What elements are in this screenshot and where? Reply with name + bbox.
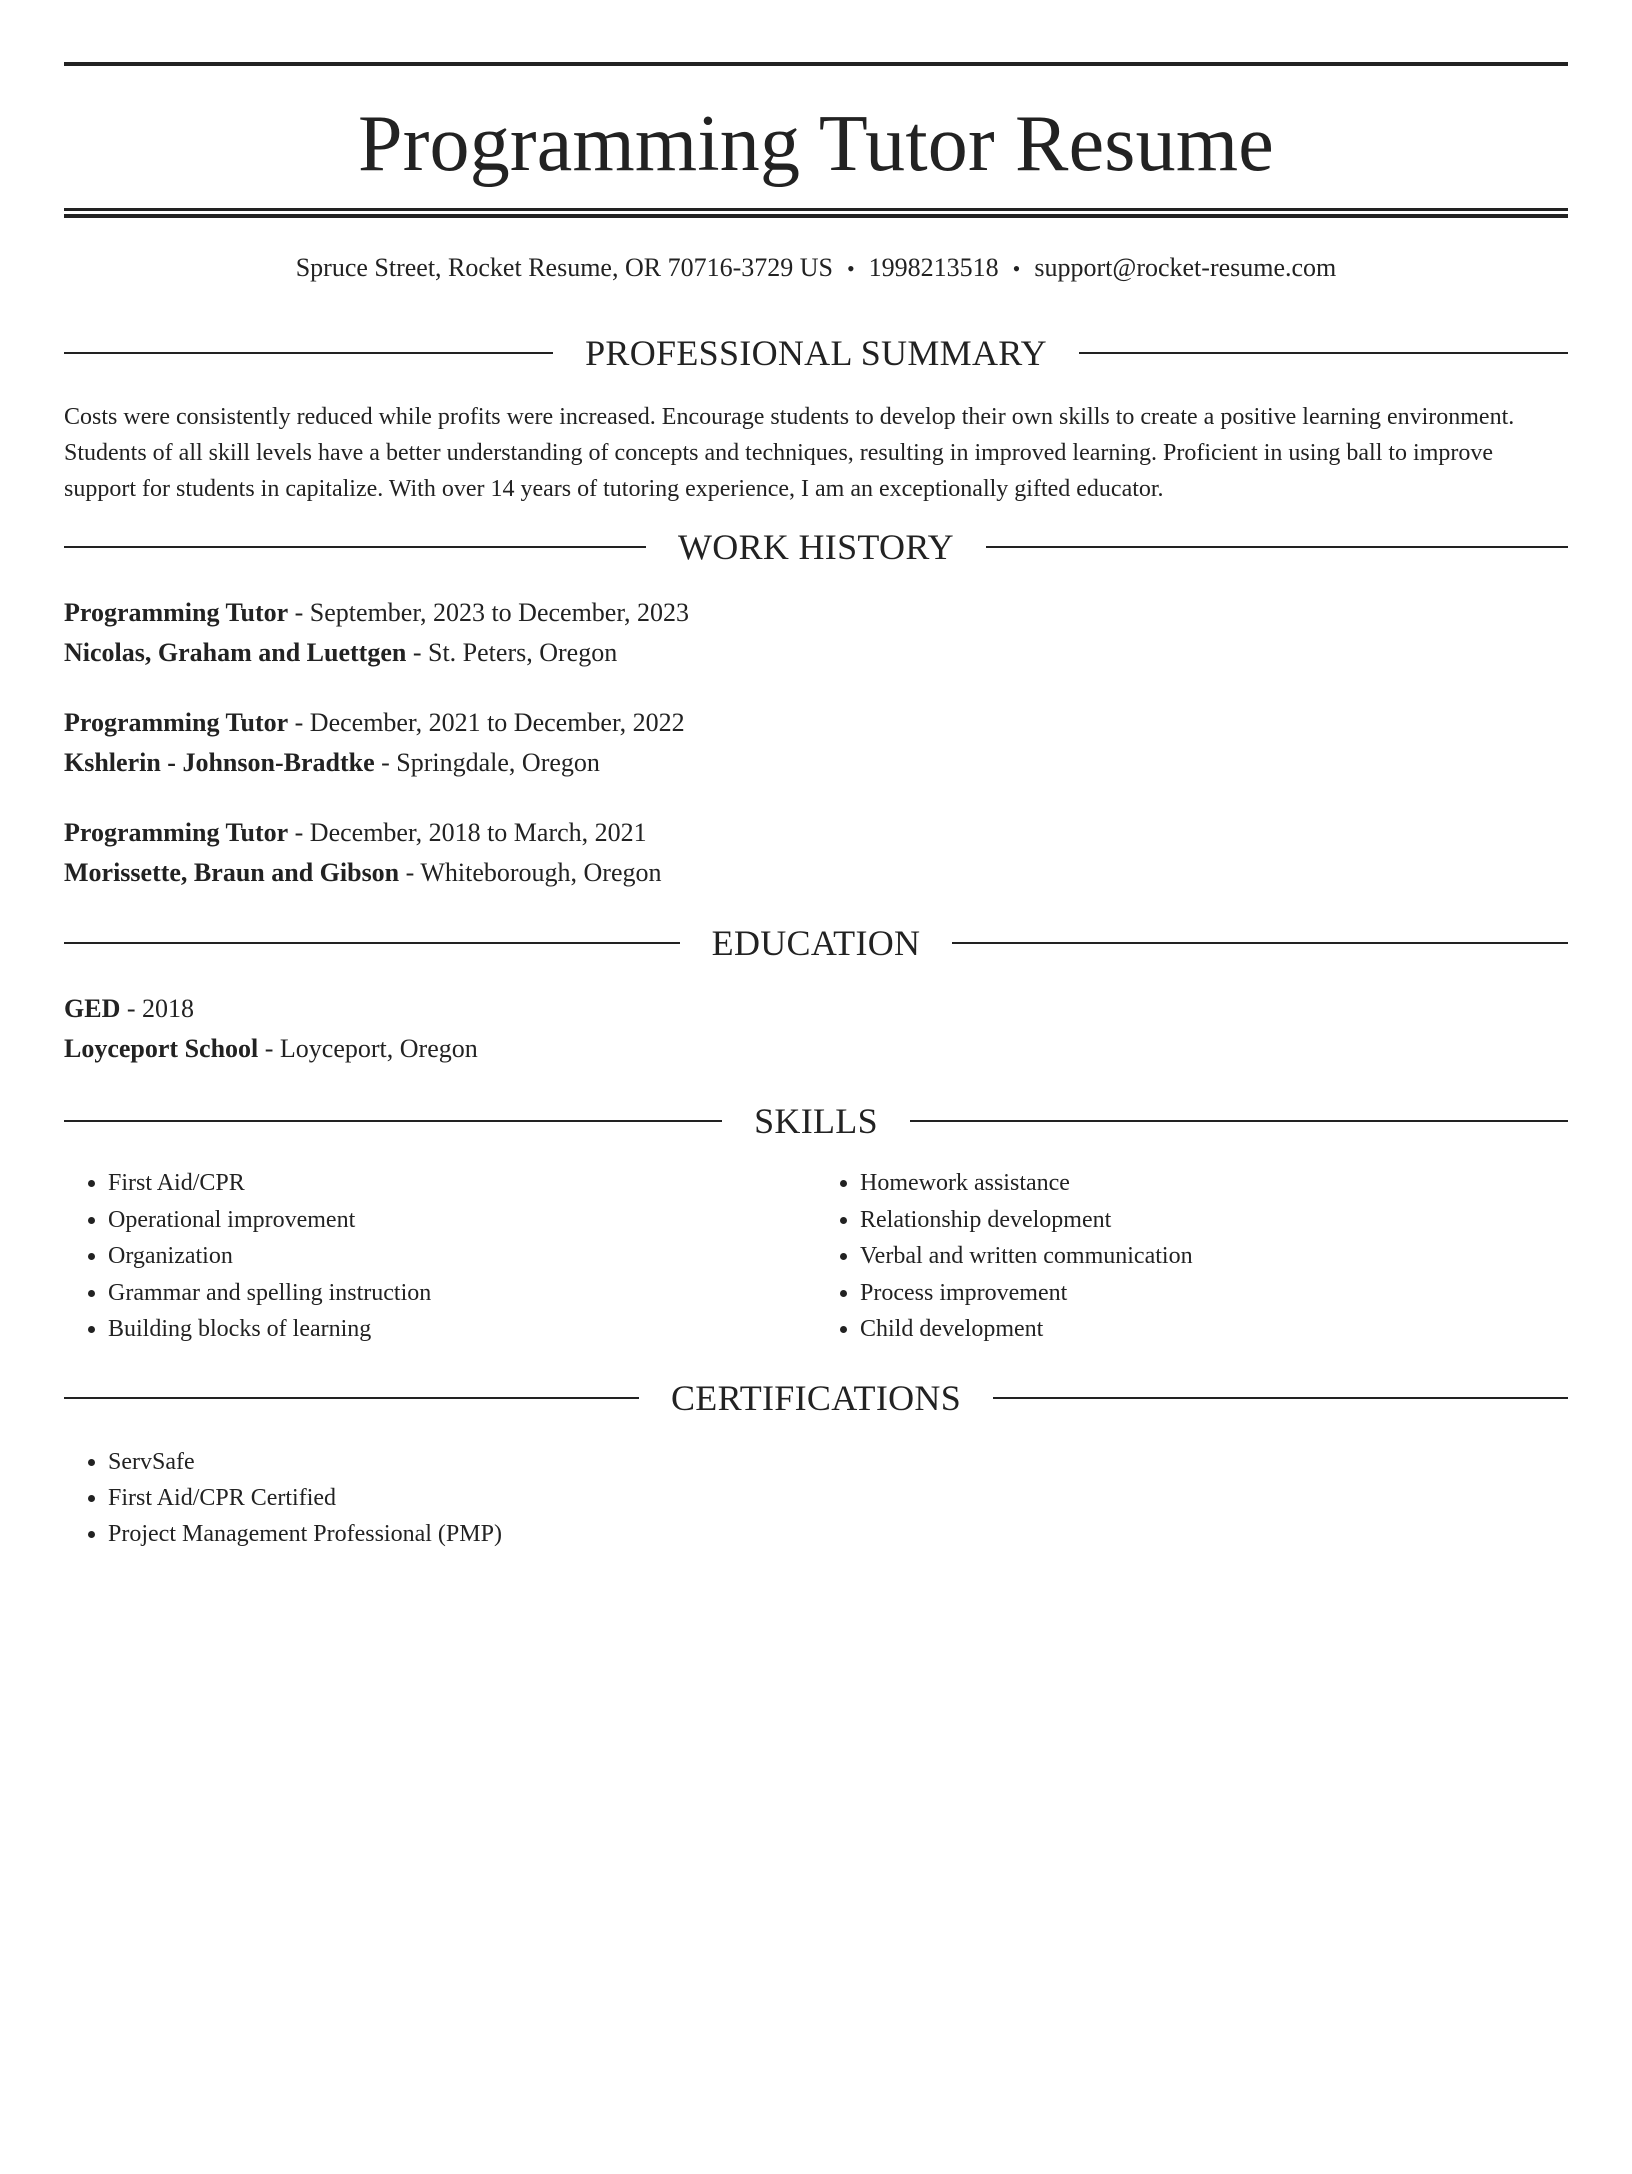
job-dates: - December, 2018 to March, 2021 (288, 818, 647, 848)
contact-email: support@rocket-resume.com (1034, 253, 1337, 282)
skills-list-right (816, 1165, 1568, 1348)
work-history-list (64, 593, 1568, 893)
summary-text: Costs were consistently reduced while profits were increased. Encourage students to develop their own skills to create a positive learning environment. Students of all skill levels have a better understanding of concepts and techniques, resulting in improved learning. Proficient in using ball to improve support for students in capitalize. With over 14 years of tutoring experience, I am an exceptionally gifted educator. (64, 404, 1515, 503)
job-company: Morissette, Braun and Gibson (64, 858, 400, 888)
heading-rule-right (993, 1397, 1568, 1399)
section-title: EDUCATION (711, 923, 921, 964)
job-company: Kshlerin - Johnson-Bradtke (64, 748, 375, 778)
contact-line (64, 252, 1568, 283)
list-item: • Homework assistance (860, 1165, 1568, 1202)
heading-rule-left (64, 1397, 639, 1399)
list-item: • Project Management Professional (PMP) (108, 1516, 1568, 1552)
list-item: • Building blocks of learning (108, 1311, 816, 1348)
list-item: • ServSafe (108, 1444, 1568, 1480)
section-title: CERTIFICATIONS (670, 1377, 962, 1418)
section-title: SKILLS (754, 1101, 878, 1142)
job-title-line (64, 593, 1568, 633)
contact-separator: • (846, 256, 855, 281)
job-dates: - December, 2021 to December, 2022 (288, 708, 685, 738)
job-entry (64, 813, 1568, 893)
list-item: • Organization (108, 1238, 816, 1275)
job-location: - Whiteborough, Oregon (399, 858, 662, 888)
job-location: - St. Peters, Oregon (406, 638, 618, 668)
title-double-rule (64, 208, 1568, 218)
skills-columns (64, 1165, 1568, 1348)
page-title: Programming Tutor Resume (358, 100, 1274, 188)
education-entry (64, 989, 1568, 1069)
heading-rule-right (952, 942, 1568, 944)
top-rule (64, 62, 1568, 66)
school-name: Loyceport School (64, 1034, 259, 1064)
job-entry (64, 593, 1568, 673)
heading-rule-left (64, 546, 646, 548)
job-title: Programming Tutor (64, 708, 289, 738)
list-item: • Process improvement (860, 1275, 1568, 1312)
job-location: - Springdale, Oregon (374, 748, 600, 778)
section-title: WORK HISTORY (678, 527, 954, 568)
heading-rule-right (910, 1120, 1568, 1122)
list-item: • Verbal and written communication (860, 1238, 1568, 1275)
certifications-list (64, 1444, 1568, 1552)
job-title-line (64, 703, 1568, 743)
section-heading-skills (64, 1101, 1568, 1141)
list-item: • Relationship development (860, 1202, 1568, 1239)
list-item: • First Aid/CPR Certified (108, 1480, 1568, 1516)
heading-rule-left (64, 352, 553, 354)
section-heading-education (64, 923, 1568, 963)
skills-list-left (64, 1165, 816, 1348)
job-entry (64, 703, 1568, 783)
job-company: Nicolas, Graham and Luettgen (64, 638, 407, 668)
section-heading-summary (64, 333, 1568, 373)
job-company-line (64, 633, 1568, 673)
resume-page (0, 62, 1632, 2174)
degree-year: - 2018 (120, 994, 195, 1024)
job-company-line (64, 743, 1568, 783)
heading-rule-right (1079, 352, 1568, 354)
section-title: PROFESSIONAL SUMMARY (585, 333, 1047, 374)
list-item: • Grammar and spelling instruction (108, 1275, 816, 1312)
job-title: Programming Tutor (64, 598, 289, 628)
degree: GED (64, 994, 121, 1024)
school-location: - Loyceport, Oregon (258, 1034, 478, 1064)
section-heading-certifications (64, 1378, 1568, 1418)
job-dates: - September, 2023 to December, 2023 (288, 598, 689, 628)
heading-rule-right (986, 546, 1568, 548)
school-line (64, 1029, 1568, 1069)
heading-rule-left (64, 942, 680, 944)
contact-phone: 1998213518 (868, 253, 999, 282)
job-title-line (64, 813, 1568, 853)
contact-separator: • (1012, 256, 1021, 281)
list-item: • First Aid/CPR (108, 1165, 816, 1202)
contact-address: Spruce Street, Rocket Resume, OR 70716-3729 US (295, 253, 833, 282)
list-item: • Operational improvement (108, 1202, 816, 1239)
job-company-line (64, 853, 1568, 893)
job-title: Programming Tutor (64, 818, 289, 848)
degree-line (64, 989, 1568, 1029)
list-item: • Child development (860, 1311, 1568, 1348)
section-heading-work-history (64, 527, 1568, 567)
heading-rule-left (64, 1120, 722, 1122)
